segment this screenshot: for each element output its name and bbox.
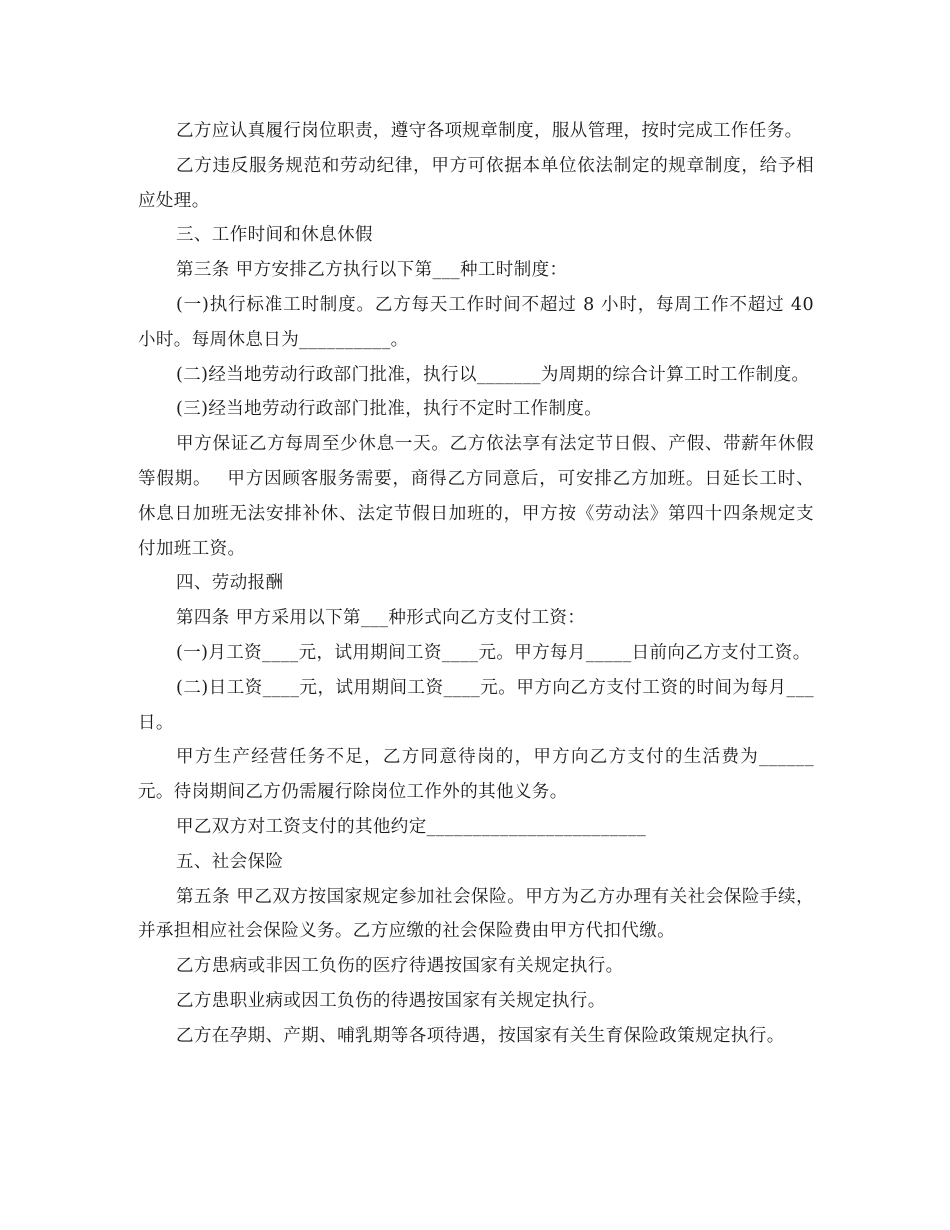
- paragraph-other-wage-terms: 甲乙双方对工资支付的其他约定________________________: [176, 816, 647, 837]
- paragraph-rest-overtime: 甲方保证乙方每周至少休息一天。乙方依法享有法定节日假、产假、带薪年休假等假期。 甲方因顾客服务需要，商得乙方同意后，可安排乙方加班。日延长工时、休息日加班无法安排补休、法定节假日加班的，甲方按《劳动法》第四十四条规定支付加班工资。: [138, 434, 814, 559]
- clause-monthly-wage: (一)月工资____元，试用期间工资____元。甲方每月_____日前向乙方支付工资。: [176, 642, 811, 663]
- clause-daily-wage: (二)日工资____元，试用期间工资____元。甲方向乙方支付工资的时间为每月___日。: [138, 677, 814, 733]
- section-heading-remuneration: 四、劳动报酬: [176, 573, 284, 594]
- article-5: 第五条 甲乙双方按国家规定参加社会保险。甲方为乙方办理有关社会保险手续，并承担相应社会保险义务。乙方应缴的社会保险费由甲方代扣代缴。: [138, 886, 814, 942]
- clause-comprehensive-hours: (二)经当地劳动行政部门批准，执行以_______为周期的综合计算工时工作制度。: [176, 364, 810, 385]
- section-heading-work-time: 三、工作时间和休息休假: [176, 225, 373, 246]
- paragraph-medical-treatment: 乙方患病或非因工负伤的医疗待遇按国家有关规定执行。: [176, 956, 624, 977]
- paragraph-work-injury: 乙方患职业病或因工负伤的待遇按国家有关规定执行。: [176, 990, 606, 1011]
- paragraph-job-duties: 乙方应认真履行岗位职责，遵守各项规章制度，服从管理，按时完成工作任务。: [176, 121, 803, 141]
- clause-standard-hours: (一)执行标准工时制度。乙方每天工作时间不超过 8 小时，每周工作不超过 40 小时。每周休息日为__________。: [138, 294, 820, 350]
- paragraph-standby: 甲方生产经营任务不足，乙方同意待岗的，甲方向乙方支付的生活费为______元。待岗期间乙方仍需履行除岗位工作外的其他义务。: [138, 747, 814, 803]
- article-3: 第三条 甲方安排乙方执行以下第___种工时制度：: [176, 260, 568, 281]
- contract-body: [138, 114, 820, 1054]
- section-heading-social-insurance: 五、社会保险: [176, 851, 284, 872]
- paragraph-discipline: 乙方违反服务规范和劳动纪律，甲方可依据本单位依法制定的规章制度，给予相应处理。: [138, 155, 814, 211]
- clause-flexible-hours: (三)经当地劳动行政部门批准，执行不定时工作制度。: [176, 399, 603, 420]
- article-4: 第四条 甲方采用以下第___种形式向乙方支付工资：: [176, 608, 586, 629]
- paragraph-maternity: 乙方在孕期、产期、哺乳期等各项待遇，按国家有关生育保险政策规定执行。: [176, 1025, 785, 1046]
